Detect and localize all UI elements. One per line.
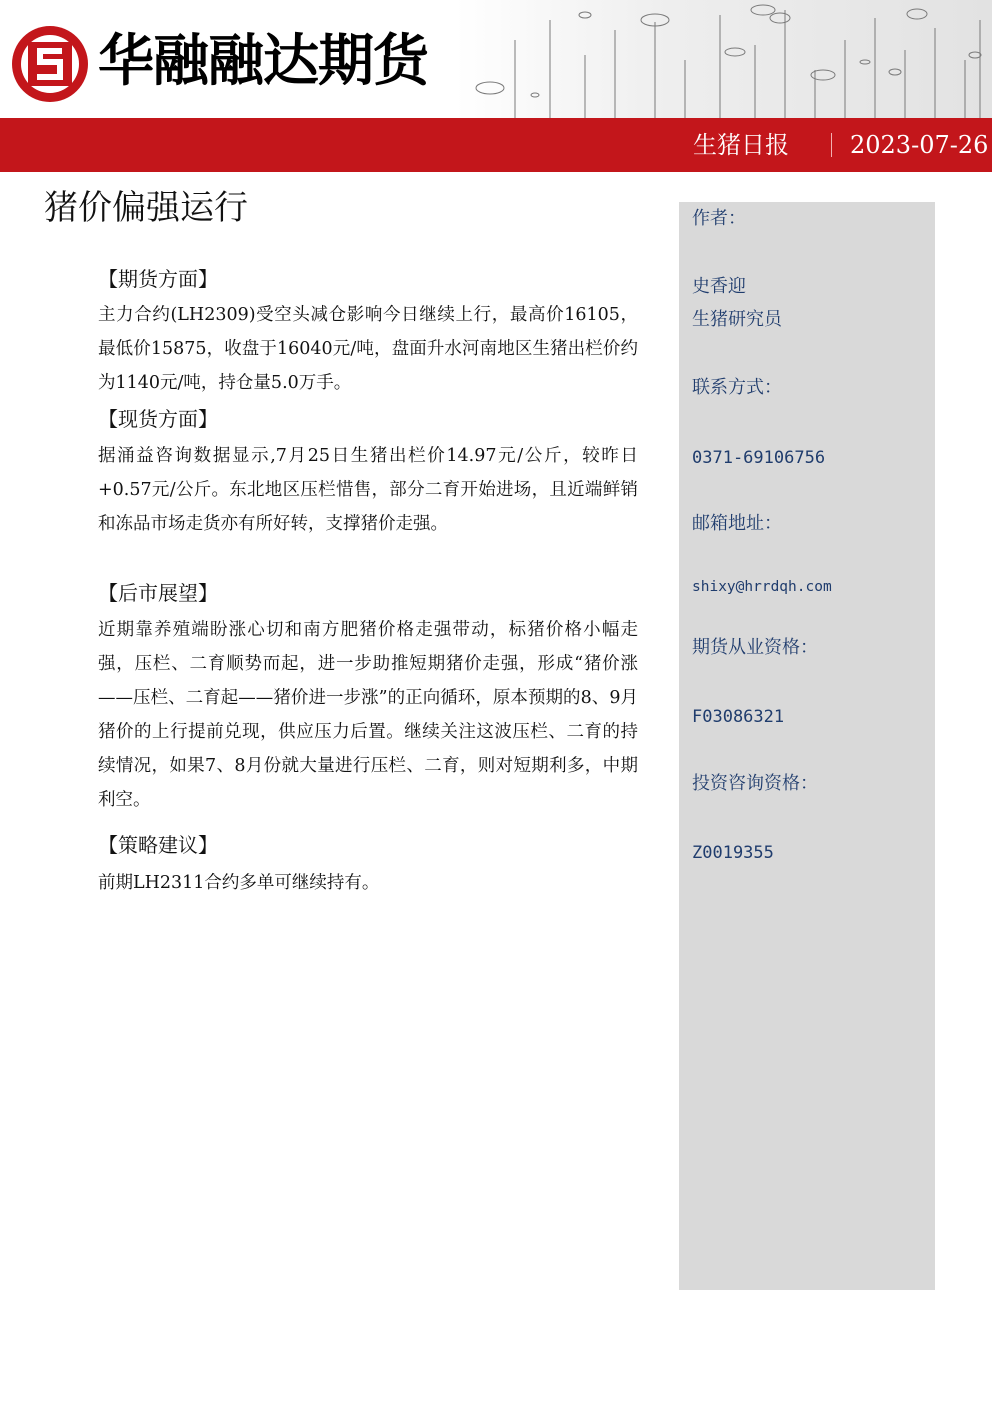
author-title: 生猪研究员 bbox=[692, 309, 782, 330]
section-heading-futures: 【期货方面】 bbox=[98, 267, 218, 291]
company-name: 华融融达期货 bbox=[98, 29, 428, 94]
email-label: 邮箱地址： bbox=[692, 513, 782, 534]
decorative-pattern bbox=[455, 0, 992, 118]
contact-label: 联系方式： bbox=[692, 377, 782, 398]
email-address[interactable]: shixy@hrrdqh.com bbox=[692, 579, 832, 595]
banner-divider bbox=[831, 133, 832, 157]
report-banner bbox=[0, 118, 992, 172]
page-title: 猪价偏强运行 bbox=[44, 188, 248, 228]
section-heading-outlook: 【后市展望】 bbox=[98, 581, 218, 605]
author-label: 作者： bbox=[692, 208, 746, 229]
report-type: 生猪日报 bbox=[693, 131, 789, 159]
company-logo-s-icon bbox=[10, 24, 90, 104]
section-paragraph-strategy: 前期LH2311合约多单可继续持有。 bbox=[98, 873, 380, 893]
report-header bbox=[0, 0, 992, 118]
contact-phone: 0371-69106756 bbox=[692, 448, 826, 468]
report-date: 2023-07-26 bbox=[850, 131, 989, 159]
investment-qualification-label: 投资咨询资格： bbox=[692, 773, 818, 794]
section-paragraph-outlook: 近期靠养殖端盼涨心切和南方肥猪价格走强带动，标猪价格小幅走强，压栏、二育顺势而起，进一步助推短期猪价走强，形成“猪价涨——压栏、二育起——猪价进一步涨”的正向循环，原本预期的8、9月猪价的上行提前兑现，供应压力后置。继续关注这波压栏、二育的持续情况，如果7、8月份就大量进行压栏、二育，则对短期利多，中期利空。 bbox=[98, 620, 638, 810]
section-heading-strategy: 【策略建议】 bbox=[98, 833, 218, 857]
author-name: 史香迎 bbox=[692, 276, 746, 297]
section-paragraph-spot: 据涌益咨询数据显示,7月25日生猪出栏价14.97元/公斤，较昨日+0.57元/公斤。东北地区压栏惜售，部分二育开始进场，且近端鲜销和冻品市场走货亦有所好转，支撑猪价走强。 bbox=[98, 446, 638, 534]
investment-qualification-number: Z0019355 bbox=[692, 843, 774, 863]
futures-qualification-number: F03086321 bbox=[692, 707, 785, 727]
section-paragraph-futures: 主力合约(LH2309)受空头减仓影响今日继续上行，最高价16105，最低价15875，收盘于16040元/吨，盘面升水河南地区生猪出栏价约为1140元/吨，持仓量5.0万手。 bbox=[98, 305, 638, 393]
author-sidebar bbox=[679, 202, 935, 1290]
futures-qualification-label: 期货从业资格： bbox=[692, 637, 818, 658]
section-heading-spot: 【现货方面】 bbox=[98, 407, 218, 431]
